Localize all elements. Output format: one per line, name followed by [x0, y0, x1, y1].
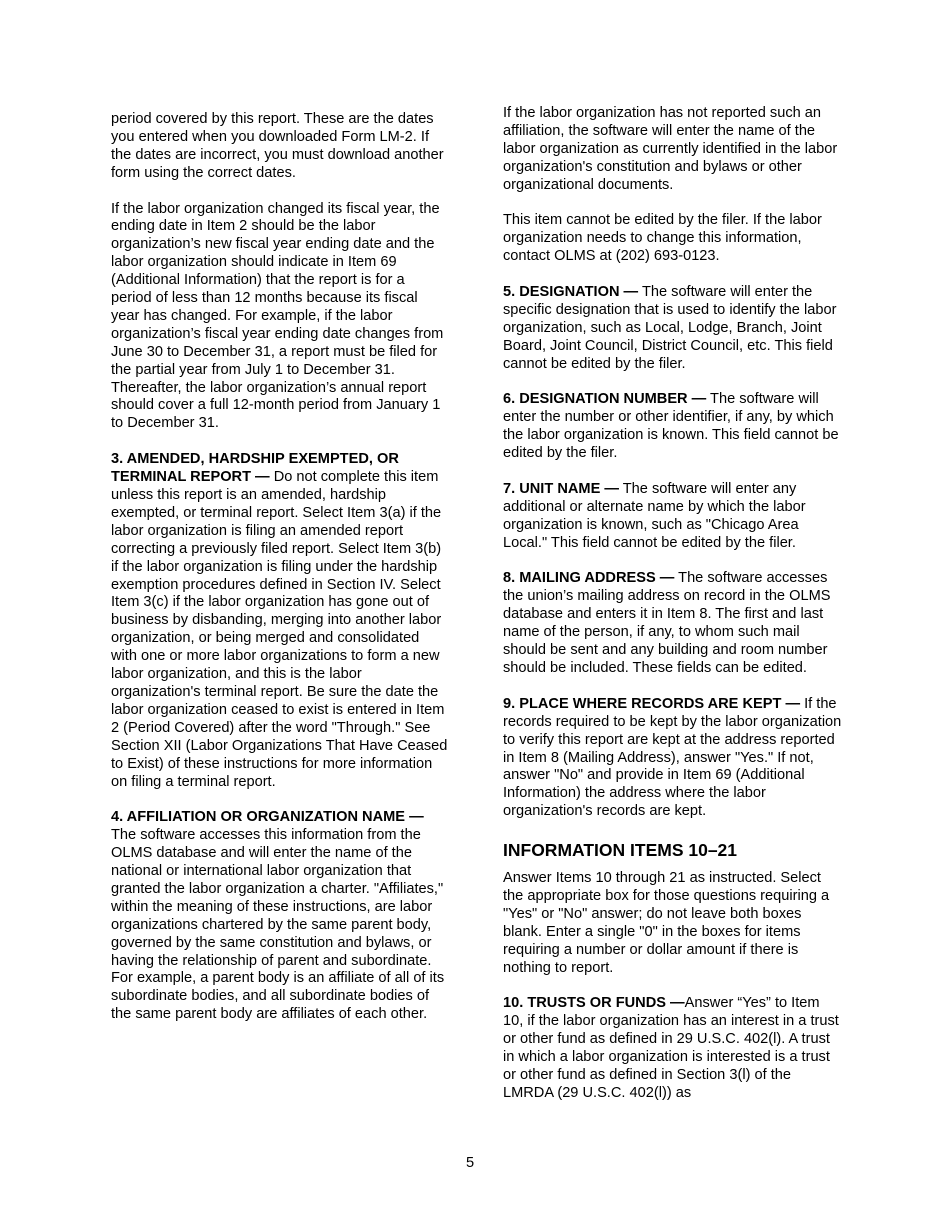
- item-3-heading: 3. AMENDED, HARDSHIP EXEMPTED, OR TERMINAL REPORT —: [111, 451, 399, 486]
- affiliation-continuation-paragraph: If the labor organization has not reported such an affiliation, the software will enter the name of the labor organization as currently identified in the labor organization's constitution and bylaws or other organizational documents.: [503, 105, 838, 193]
- item-9-heading: 9. PLACE WHERE RECORDS ARE KEPT —: [503, 695, 801, 712]
- edit-restriction-paragraph: This item cannot be edited by the filer. If the labor organization needs to change this information, contact OLMS at (202) 693-0123.: [503, 212, 822, 265]
- item-3-text: Do not complete this item unless this report is an amended, hardship exempted, or terminal report. Select Item 3(a) if the labor organization is filing an amended report correcting a previously filed report. Select Item 3(b) if the labor organization is filing under the hardship exemption procedures defined in Section IV. Select Item 3(c) if the labor organization has gone out of business by disbanding, merging into another labor organization, or being merged and consolidated with one or more labor organizations to form a new labor organization, and this is the labor organization's terminal report. Be sure the date the labor organization ceased to exist is entered in Item 2 (Period Covered) after the word "Through." See Section XII (Labor Organizations That Have Ceased to Exist) of these instructions for more information on filing a terminal report.: [111, 469, 448, 790]
- item-10-heading: 10. TRUSTS OR FUNDS —: [503, 995, 685, 1012]
- item-4-affiliation: [111, 809, 449, 1024]
- item-7-heading: 7. UNIT NAME —: [503, 480, 619, 497]
- item-8-text: The software accesses the union’s mailing address on record in the OLMS database and enters it in Item 8. The first and last name of the person, if any, to whom such mail should be sent and any building and room number should be included. These fields can be edited.: [503, 570, 831, 677]
- item-10-text: Answer “Yes” to Item 10, if the labor organization has an interest in a trust or other fund as defined in 29 U.S.C. 402(l). A trust in which a labor organization is interested is a trust or other fund as defined in Section 3(l) of the LMRDA (29 U.S.C. 402(l)) as: [503, 995, 839, 1101]
- item-6-designation-number: [503, 391, 843, 463]
- item-4-heading: 4. AFFILIATION OR ORGANIZATION NAME —: [111, 809, 424, 826]
- item-7-text: The software will enter any additional or alternate name by which the labor organization is known, such as "Chicago Area Local." This field cannot be edited by the filer.: [503, 480, 806, 551]
- item-6-heading: 6. DESIGNATION NUMBER —: [503, 391, 707, 408]
- item-6-text: The software will enter the number or other identifier, if any, by which the labor organization is known. This field cannot be edited by the filer.: [503, 391, 839, 462]
- item-5-text: The software will enter the specific designation that is used to identify the labor organization, such as Local, Lodge, Branch, Joint Board, Joint Council, District Council, etc. This field cannot be edited by the filer.: [503, 284, 837, 372]
- item-8-heading: 8. MAILING ADDRESS —: [503, 570, 675, 587]
- period-continuation-paragraph: period covered by this report. These are the dates you entered when you downloaded Form LM-2. If the dates are incorrect, you must download another form using the correct dates.: [111, 111, 444, 181]
- item-4-text: The software accesses this information from the OLMS database and will enter the name of the national or international labor organization that granted the labor organization a charter. "Affiliates," within the meaning of these instructions, are labor organizations chartered by the same parent body, governed by the same constitution and bylaws, or having the relationship of parent and subordinate. For example, a parent body is an affiliate of all of its subordinate bodies, and all subordinate bodies of the same parent body are affiliates of each other.: [111, 827, 445, 1023]
- fiscal-year-change-paragraph: If the labor organization changed its fiscal year, the ending date in Item 2 should be the labor organization’s new fiscal year ending date and the labor organization should indicate in Item 69 (Additional Information) that the report is for a period of less than 12 months because its fiscal year has changed. For example, if the labor organization’s fiscal year ending date changes from June 30 to December 31, a report must be filed for the partial year from July 1 to December 31. Thereafter, the labor organization’s annual report should cover a full 12-month period from January 1 to December 31.: [111, 200, 444, 432]
- item-5-designation: [503, 284, 843, 374]
- left-column: [111, 111, 449, 1042]
- information-items-heading: INFORMATION ITEMS 10–21: [503, 840, 738, 861]
- item-9-text: If the records required to be kept by the labor organization to verify this report are kept at the address reported in Item 8 (Mailing Address), answer "Yes." If not, answer "No" and provide in Item 69 (Additional Information) the address where the labor organization's records are kept.: [503, 695, 842, 820]
- item-5-heading: 5. DESIGNATION —: [503, 284, 639, 301]
- item-10-trusts-or-funds: [503, 995, 843, 1102]
- item-3-amended-report: [111, 451, 449, 791]
- item-8-mailing-address: [503, 570, 843, 677]
- right-column: [503, 105, 843, 1121]
- page-number: 5: [465, 1155, 475, 1171]
- information-items-intro: Answer Items 10 through 21 as instructed. Select the appropriate box for those questions requiring a "Yes" or "No" answer; do not leave both boxes blank. Enter a single "0" in the boxes for items requiring a number or dollar amount if there is nothing to report.: [503, 870, 830, 976]
- item-7-unit-name: [503, 481, 843, 553]
- item-9-records-location: [503, 696, 843, 821]
